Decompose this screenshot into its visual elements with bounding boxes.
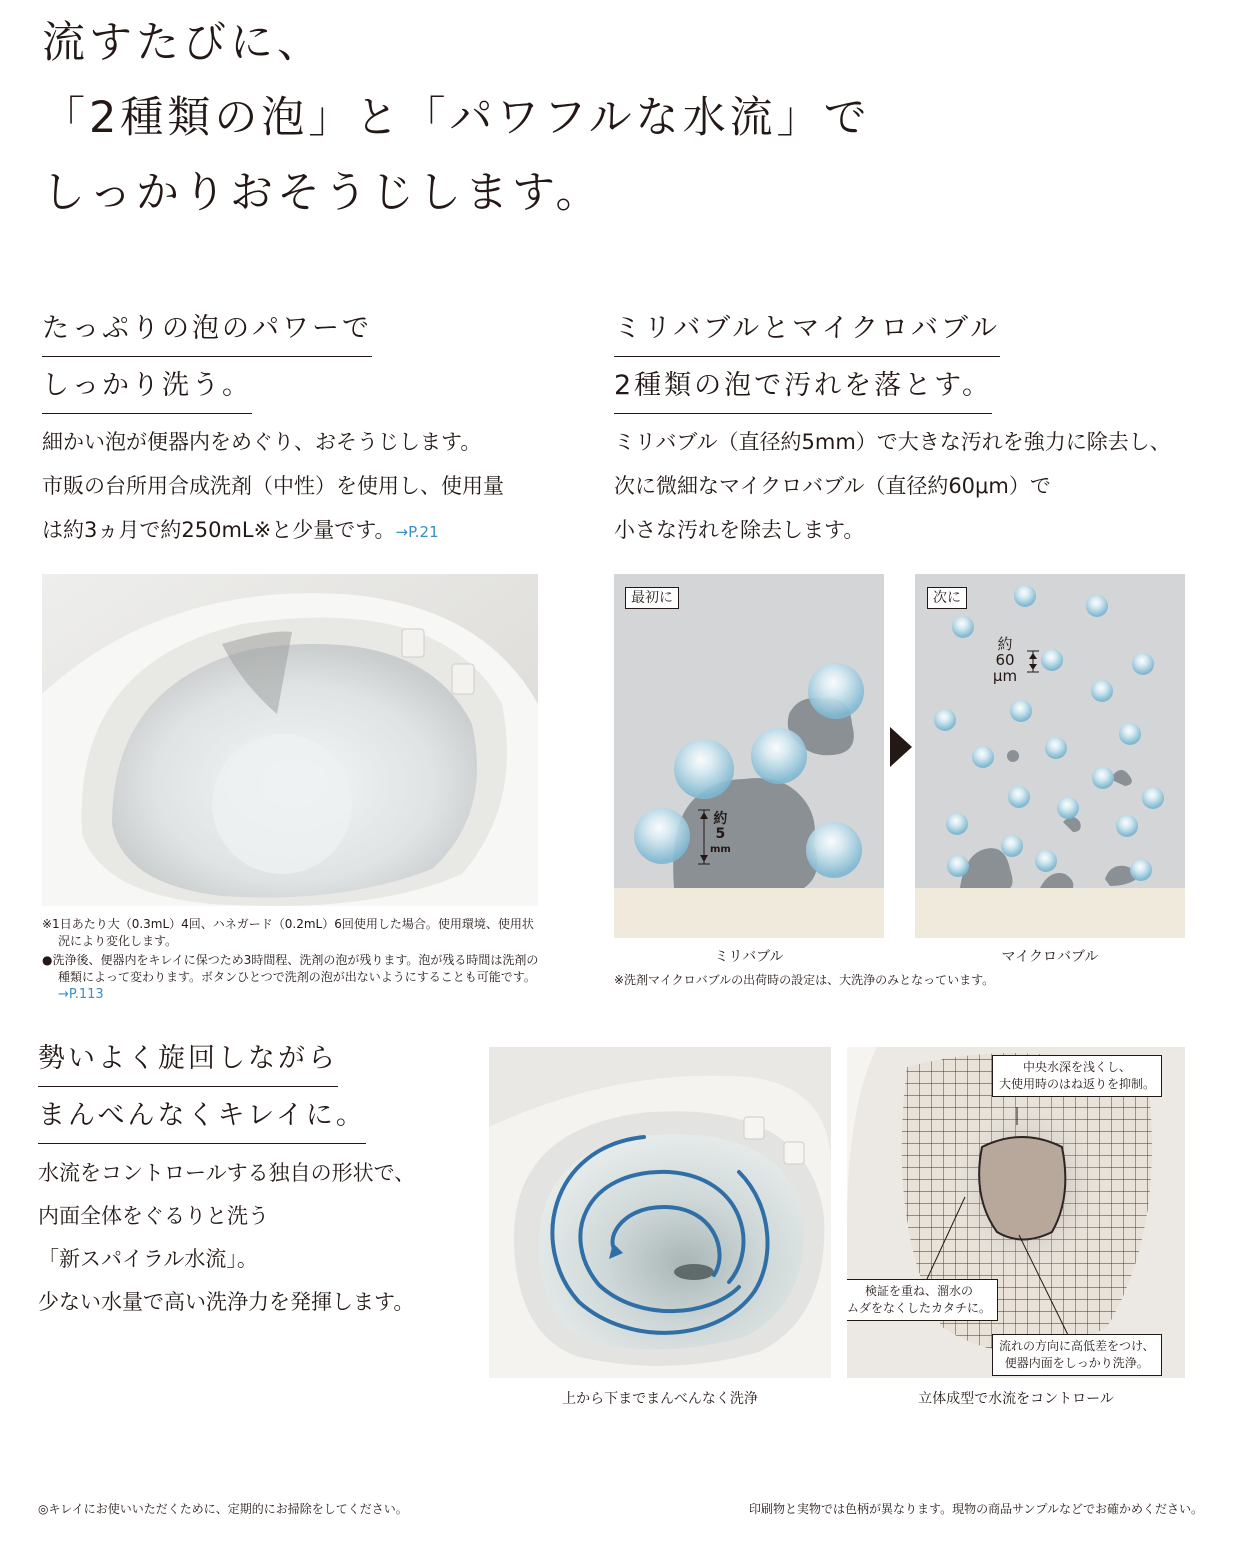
panel1-measure-unit: mm — [710, 844, 731, 855]
panel1-tag: 最初に — [625, 587, 679, 609]
foam-toilet-photo — [42, 574, 538, 906]
bubbles-body-line-1: ミリバブル（直径約5mm）で大きな汚れを強力に除去し、 — [614, 430, 1171, 454]
callout-flow-height — [992, 1334, 1162, 1376]
bubbles-note: ※洗剤マイクロバブルの出荷時の設定は、大洗浄のみとなっています。 — [614, 973, 995, 987]
bubbles-subtitle-line-1: ミリバブルとマイクロバブル — [614, 312, 1000, 357]
micro-bubble-panel — [915, 574, 1185, 938]
panel1-measure-prefix: 約 — [713, 811, 728, 827]
callout-flow-height-line-2: 便器内面をしっかり洗浄。 — [1004, 1356, 1149, 1370]
callout-water-depth-line-2: 大使用時のはね返りを抑制。 — [999, 1077, 1156, 1091]
spiral-body — [38, 1152, 415, 1324]
callout-water-saving-line-1: 検証を重ね、溜水の — [865, 1284, 974, 1298]
bowl-shape-diagram — [847, 1047, 1185, 1378]
spiral-body-line-2: 内面全体をぐるりと洗う — [38, 1204, 269, 1228]
spiral-body-line-1: 水流をコントロールする独自の形状で、 — [38, 1161, 416, 1185]
callout-water-depth — [992, 1055, 1162, 1097]
callout-water-depth-line-1: 中央水深を浅くし、 — [1023, 1060, 1132, 1074]
spiral-subtitle-line-2: まんべんなくキレイに。 — [38, 1099, 366, 1144]
panel1-measure — [710, 812, 731, 857]
foam-body-line-2: 市販の台所用合成洗剤（中性）を使用し、使用量 — [42, 474, 504, 498]
headline-line-2: 「2種類の泡」と「パワフルな水流」で — [42, 93, 871, 143]
headline-line-3: しっかりおそうじします。 — [42, 168, 603, 218]
panel2-tag: 次に — [927, 587, 967, 609]
foam-note-1: ※1日あたり大（0.3mL）4回、ハネガード（0.2mL）6回使用した場合。使用環境、使用状況により変化します。 — [42, 917, 534, 948]
next-arrow-icon — [890, 727, 912, 771]
spiral-body-line-3: 「新スパイラル水流」。 — [38, 1247, 258, 1271]
panel1-caption: ミリバブル — [714, 949, 784, 965]
panel2-measure-value: 60 — [995, 651, 1015, 669]
foam-note-2: ●洗浄後、便器内をキレイに保つため3時間程、洗剤の泡が残ります。泡が残る時間は洗剤の種類によって変わります。ボタンひとつで洗剤の泡が出ないようにすることも可能です。 — [42, 953, 539, 984]
page-headline — [42, 6, 871, 231]
foam-page-link[interactable]: →P.21 — [395, 523, 439, 541]
callout-water-saving-line-2: ムダをなくしたカタチに。 — [847, 1301, 992, 1315]
spiral-water-photo — [489, 1047, 831, 1378]
bubbles-subtitle — [614, 312, 1000, 414]
foam-body — [42, 420, 504, 554]
diagram-caption: 立体成型で水流をコントロール — [918, 1391, 1114, 1407]
milli-bubble-panel — [614, 574, 884, 938]
spiral-subtitle-line-1: 勢いよく旋回しながら — [38, 1042, 338, 1087]
panel1-measure-value: 5 — [715, 826, 726, 842]
headline-line-1: 流すたびに、 — [42, 18, 324, 68]
callout-flow-height-line-1: 流れの方向に高低差をつけ、 — [999, 1339, 1155, 1353]
foam-note-link[interactable]: →P.113 — [58, 987, 104, 1002]
panel2-caption: マイクロバブル — [1001, 949, 1099, 965]
spiral-body-line-4: 少ない水量で高い洗浄力を発揮します。 — [38, 1290, 415, 1314]
footer-right-note: 印刷物と実物では色柄が異なります。現物の商品サンプルなどでお確かめください。 — [749, 1502, 1203, 1516]
footer-left-note: ◎キレイにお使いいただくために、定期的にお掃除をしてください。 — [38, 1502, 408, 1516]
panel2-measure-unit: μm — [992, 667, 1018, 685]
spiral-subtitle — [38, 1042, 366, 1144]
foam-body-line-3: は約3ヵ月で約250mL※と少量です。 — [42, 518, 396, 542]
spiral-photo-caption: 上から下までまんべんなく洗浄 — [562, 1391, 758, 1407]
bubbles-body — [614, 420, 1171, 552]
foam-subtitle — [42, 312, 372, 414]
callout-water-saving — [847, 1279, 998, 1321]
panel2-measure — [991, 636, 1019, 684]
foam-subtitle-line-1: たっぷりの泡のパワーで — [42, 312, 372, 357]
bubbles-body-line-2: 次に微細なマイクロバブル（直径約60μm）で — [614, 474, 1051, 498]
foam-subtitle-line-2: しっかり洗う。 — [42, 369, 252, 414]
foam-body-line-1: 細かい泡が便器内をめぐり、おそうじします。 — [42, 430, 482, 454]
panel2-measure-prefix: 約 — [997, 635, 1013, 653]
bubbles-subtitle-line-2: 2種類の泡で汚れを落とす。 — [614, 369, 992, 414]
bubbles-body-line-3: 小さな汚れを除去します。 — [614, 518, 865, 542]
foam-notes — [42, 916, 542, 1003]
